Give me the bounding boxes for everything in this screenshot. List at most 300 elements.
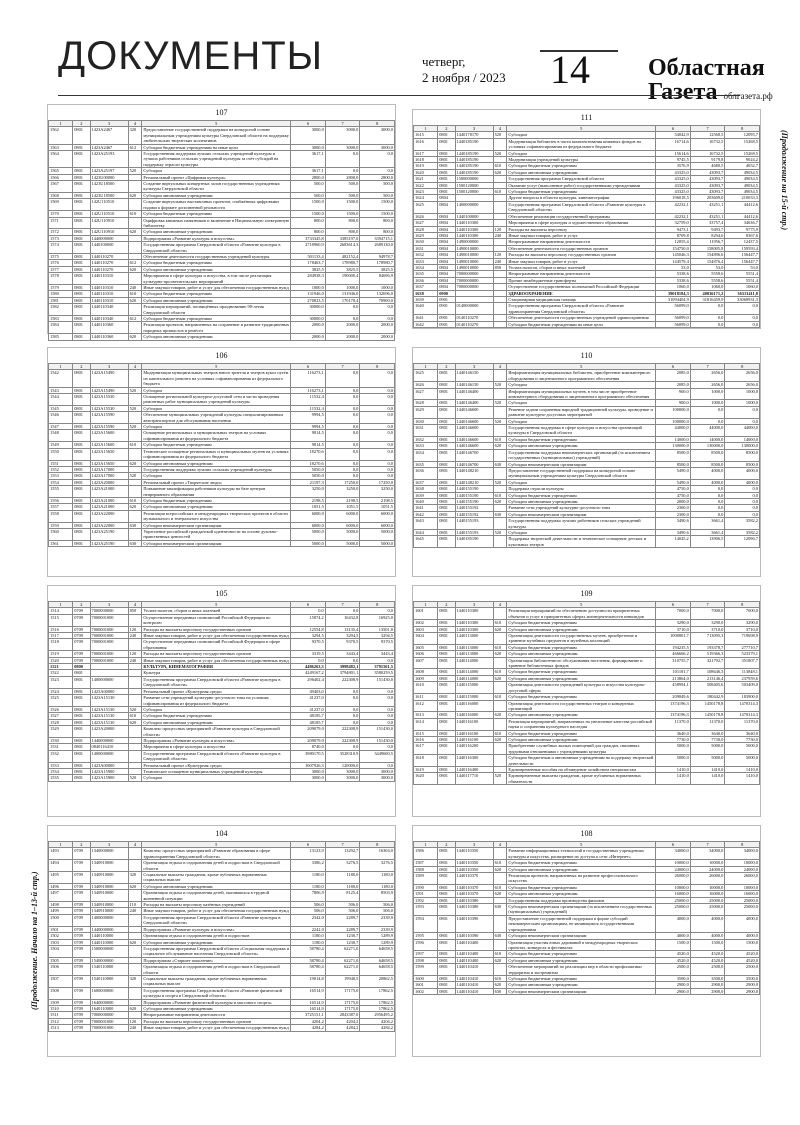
table-cell: 0,0 <box>690 486 725 492</box>
table-cell: 0801 <box>73 370 90 387</box>
table-cell: 1643 <box>414 518 438 530</box>
table-cell: 9775,9 <box>725 226 760 232</box>
table-cell: 1594 <box>414 915 438 932</box>
table-cell: 7730,0 <box>690 736 725 742</box>
table-cell: 3000,0 <box>291 127 326 144</box>
column-header: 2 <box>73 602 90 608</box>
table-cell: 11532,4 <box>291 405 326 411</box>
table-cell: 1423A17000 <box>90 473 128 479</box>
table-cell: 6000,0 <box>291 522 326 528</box>
table-cell: 520 <box>128 168 142 174</box>
table-cell: 2656,0 <box>690 370 725 382</box>
table-cell: 43251,1 <box>690 201 725 213</box>
table-cell: 0801 <box>438 904 455 916</box>
table-cell: 0709 <box>73 614 90 626</box>
table-cell: 237959,6 <box>725 675 760 681</box>
table-cell: 8500,0 <box>690 449 725 461</box>
table-cell: 1531 <box>49 744 73 750</box>
table-cell: 0801 <box>438 189 455 195</box>
table-cell: 16514,9 <box>291 999 326 1005</box>
table-cell <box>128 181 142 193</box>
table-cell: 110 <box>128 902 142 908</box>
table-cell: Субсидии автономным учреждениям <box>142 504 291 510</box>
table-cell <box>493 449 507 461</box>
table-cell: Региональный проект «Творческие люди» <box>142 479 291 485</box>
table-cell <box>493 718 507 730</box>
table-cell: 0,0 <box>325 387 360 393</box>
table-cell: 0801 <box>73 253 90 259</box>
table-cell: 84696,9 <box>360 273 395 285</box>
table-cell: 0,0 <box>325 430 360 442</box>
table-cell: 240 <box>128 908 142 914</box>
table-cell: 0801 <box>438 773 455 785</box>
table-cell: 1640110000 <box>90 1005 128 1011</box>
table-cell <box>128 370 142 387</box>
table-cell: 1601 <box>414 608 438 620</box>
table-row <box>49 199 395 211</box>
table-cell: 1500,0 <box>725 939 760 951</box>
table-cell: 0901 <box>438 296 455 302</box>
table-cell: 2339,9 <box>360 914 395 926</box>
table-cell: 1611 <box>414 694 438 700</box>
table-cell: Другие вопросы в области культуры, кинематографии <box>507 195 656 201</box>
table-cell: 53,0 <box>725 264 760 270</box>
table-cell: 0801 <box>73 473 90 479</box>
table-cell: 900,0 <box>656 388 691 400</box>
table-cell: 1440110270 <box>90 266 128 272</box>
table-cell: 1495 <box>49 872 73 884</box>
column-header: 6 <box>656 126 691 132</box>
table-cell: 0801 <box>73 235 90 241</box>
table-cell: 1555 <box>49 486 73 498</box>
table-cell: 0804 <box>438 284 455 290</box>
table-cell: 620 <box>128 192 142 198</box>
table-cell: 466666,2 <box>656 651 691 657</box>
table-cell: 277710,7 <box>725 644 760 650</box>
table-cell: 1423A15590 <box>90 424 128 430</box>
table-cell: 0801 <box>438 400 455 406</box>
table-row <box>414 536 760 548</box>
table-cell: 0709 <box>73 933 90 939</box>
table-cell: 620 <box>128 334 142 340</box>
table-cell: 142U110910 <box>90 229 128 235</box>
table-row <box>414 904 760 916</box>
table-cell: 0801 <box>438 915 455 932</box>
table-cell: 196018,5 <box>656 195 691 201</box>
table-cell: 1517 <box>49 633 73 639</box>
table-cell: 0,0 <box>360 706 395 712</box>
table-row <box>414 321 760 327</box>
table-cell: 1423A15900 <box>90 768 128 774</box>
table-cell: 1180,0 <box>325 872 360 884</box>
table-cell: 4204,2 <box>360 1018 395 1024</box>
table-cell: 0,0 <box>690 505 725 511</box>
table-cell: 16000,0 <box>656 891 691 897</box>
table-cell: 240 <box>128 1025 142 1031</box>
table-cell: 1500000000 <box>455 176 493 182</box>
column-header: 2 <box>438 126 455 132</box>
table-cell: 630 <box>493 511 507 517</box>
table-cell: Модернизация муниципальных театров юного зрителя и театров кукол путём их капитального ремонта на условиях софинансирования из федерального бюджета <box>142 370 291 387</box>
table-cell: 1617 <box>414 743 438 755</box>
table-cell: 222308,9 <box>325 726 360 738</box>
table-cell: 0,0 <box>725 505 760 511</box>
table-cell: 1440116100 <box>455 718 493 730</box>
table-cell: 1493 <box>49 848 73 860</box>
table-cell: 1440110300 <box>455 226 493 232</box>
table-cell: 0801 <box>438 675 455 681</box>
table-cell <box>493 633 507 645</box>
table-cell: 151430,0 <box>360 676 395 688</box>
table-cell: Субсидии автономным учреждениям <box>507 866 656 872</box>
table-cell: 1440146600 <box>455 418 493 424</box>
table-cell: 1180,0 <box>360 872 395 884</box>
table-cell: 1374196,3 <box>656 712 691 718</box>
table-cell: 4652,7 <box>725 163 760 169</box>
table-cell: Обеспечение деятельности государственных учреждений здравоохранения <box>507 315 656 321</box>
table-cell: Уплата налогов, сборов и иных платежей <box>142 608 291 614</box>
table-cell: Оснащение региональной культурно-досуговой сети и части проведения ремонтных работ муниципальных учреждений культуры <box>142 394 291 406</box>
table-cell: 0801 <box>73 460 90 466</box>
table-cell: 39018184,3 <box>656 290 691 296</box>
table-row <box>49 394 395 406</box>
table-cell: 0801 <box>438 169 455 175</box>
table-cell: 1627 <box>414 388 438 400</box>
table-cell: Субсидии автономным учреждениям <box>142 939 291 945</box>
table-cell: 1599 <box>414 964 438 976</box>
table-cell: 0801 <box>438 157 455 163</box>
table-cell: 0804 <box>438 232 455 238</box>
table-cell: 520 <box>128 405 142 411</box>
table-cell <box>128 914 142 926</box>
table-cell: Субсидии <box>507 418 656 424</box>
table-cell: 1554 <box>49 479 73 485</box>
table-cell: 630 <box>493 461 507 467</box>
table-cell: 1509 <box>49 999 73 1005</box>
table-cell: 620 <box>128 719 142 725</box>
table-cell: 21197,3 <box>291 479 326 485</box>
table-cell: 1440110400 <box>455 957 493 963</box>
table-cell: 620 <box>493 866 507 872</box>
table-cell: 800,0 <box>360 217 395 229</box>
table-cell: Развитие сети учреждений культурно-досугового типа на условиях софинансирования из федерального бюджета <box>142 695 291 707</box>
column-header: 4 <box>493 126 507 132</box>
table-cell: Субсидии бюджетным учреждениям <box>507 884 656 890</box>
table-cell: 30000,0 <box>291 304 326 316</box>
column-header: 6 <box>291 842 326 848</box>
table-cell: 240 <box>493 232 507 238</box>
table-cell: 0801 <box>438 848 455 860</box>
table-cell: 0709 <box>73 908 90 914</box>
table-cell: 142U110910 <box>90 217 128 229</box>
table-cell: 3250,0 <box>360 486 395 498</box>
table-row <box>49 614 395 626</box>
table-cell: Субсидии бюджетным учреждениям на иные цели <box>507 321 656 327</box>
table-cell: 0,0 <box>325 394 360 406</box>
table-cell: Реализация проектов, направленных на развитие профессионального искусства <box>507 873 656 885</box>
table-cell: Субсидии некоммерческим организациям (за исключением государственных (муниципальных) учреждений) <box>507 904 656 916</box>
table-cell: 0801 <box>73 297 90 303</box>
table-cell: 1623 <box>414 189 438 195</box>
table-cell <box>493 138 507 150</box>
table-cell: 1547 <box>49 424 73 430</box>
table-cell: 31094404,9 <box>656 296 691 302</box>
table-row <box>49 676 395 688</box>
table-cell: 1340910000 <box>90 883 128 889</box>
table-cell: 1440116400 <box>455 766 493 772</box>
table-cell: 156447,7 <box>725 252 760 258</box>
table-cell: Субсидии автономным учреждениям <box>507 498 656 504</box>
table-cell: 0801 <box>438 529 455 535</box>
table-cell: 1423U18500 <box>90 192 128 198</box>
table-cell: 0801 <box>438 449 455 461</box>
table-cell: 0804 <box>438 277 455 283</box>
table-cell: 100000,0 <box>656 406 691 418</box>
table-row <box>414 700 760 712</box>
table-cell: 1525 <box>49 695 73 707</box>
table-cell: 1440113000 <box>455 651 493 657</box>
table-cell: 1548 <box>49 430 73 442</box>
table-cell: 178463,7 <box>291 260 326 266</box>
table-cell: Государственная программа Свердловской области <box>507 176 656 182</box>
table-cell: 1645 <box>414 536 438 548</box>
table-cell: Субсидии бюджетным учреждениям <box>507 436 656 442</box>
column-header: 8 <box>360 121 395 127</box>
table-cell: 0801 <box>73 304 90 316</box>
table-cell: 713095,3 <box>690 633 725 645</box>
table-cell: 3528310,9 <box>325 750 360 762</box>
table-cell: Модернизация библиотек в части комплектования книжных фондов на условиях софинансирования из федерального бюджета <box>507 138 656 150</box>
table-cell: Предоставление государственной поддержки на конкурсной основе муниципальным учреждениям культуры Свердловской области на поддержку любительских творческих коллективов <box>143 127 289 144</box>
table-cell: 1511 <box>49 1012 73 1018</box>
table-cell: 1545 <box>49 405 73 411</box>
table-cell: Мероприятия в сфере культуры и искусства <box>142 744 291 750</box>
table-cell: 1423A20000 <box>90 726 128 738</box>
column-header: 5 <box>142 602 291 608</box>
table-cell: 0804 <box>438 258 455 264</box>
budget-table <box>48 601 395 782</box>
table-cell: 0801 <box>73 768 90 774</box>
table-cell: 0709 <box>73 890 90 902</box>
table-cell: 26000,0 <box>656 873 691 885</box>
column-header: 8 <box>725 602 760 608</box>
table-cell: 0804 <box>438 271 455 277</box>
table-cell: 1440155192 <box>455 505 493 511</box>
table-cell: 0,0 <box>325 304 360 316</box>
table-row <box>414 138 760 150</box>
table-cell: 0,0 <box>360 608 395 614</box>
table-cell: 1640 <box>414 303 438 315</box>
table-cell: 1440146600 <box>455 406 493 418</box>
table-cell: 1440113000 <box>455 633 493 645</box>
table-cell: 5000,0 <box>690 755 725 767</box>
table-cell: 1592 <box>414 897 438 903</box>
table-cell: 43093,7 <box>690 176 725 182</box>
panel-page-number: 109 <box>580 589 593 598</box>
table-cell: 0709 <box>73 651 90 657</box>
table-row <box>414 988 760 994</box>
table-cell: Субсидии некоммерческим организациям <box>507 461 656 467</box>
table-cell: 1534 <box>49 768 73 774</box>
table-cell: 0801 <box>73 540 90 546</box>
table-cell: 1574 <box>49 242 73 254</box>
table-cell: 0709 <box>73 883 90 889</box>
table-cell: 2000,0 <box>360 322 395 334</box>
table-cell: 0,0 <box>360 473 395 479</box>
table-cell: 506,0 <box>360 902 395 908</box>
table-cell: 10000,0 <box>690 884 725 890</box>
table-cell: 0801 <box>73 504 90 510</box>
table-cell: 1423A21000 <box>90 497 128 503</box>
table-cell: 800,0 <box>291 217 326 229</box>
table-cell: 1581 <box>49 297 73 303</box>
table-cell <box>128 151 142 168</box>
table-cell: 0,0 <box>725 418 760 424</box>
table-cell: 3825,5 <box>325 266 360 272</box>
table-cell: 0801 <box>73 676 90 688</box>
table-cell: 0,0 <box>725 321 760 327</box>
table-cell: 1440110350 <box>455 860 493 866</box>
table-cell: 0,0 <box>325 412 360 424</box>
table-cell: 1500,0 <box>360 199 395 211</box>
brand-line-1: Областная <box>648 55 765 81</box>
table-cell: 108646,3 <box>690 669 725 675</box>
table-cell: Субсидии автономным учреждениям <box>507 626 656 632</box>
table-cell: Иные закупки товаров, работ и услуг для обеспечения государственных нужд <box>143 284 289 290</box>
table-cell: 0,0 <box>360 370 395 387</box>
table-cell: 1626 <box>414 213 438 219</box>
table-cell: 1000,0 <box>725 388 760 400</box>
table-row <box>49 217 395 229</box>
table-cell: Реализация проектов, направленных на сохранение и развитие традиционных народных промыслов и ремёсел <box>143 322 290 333</box>
table-cell: 0,0 <box>325 405 360 411</box>
table-cell: 620 <box>128 883 142 889</box>
column-header: 7 <box>690 126 725 132</box>
table-cell: 1440155193 <box>455 518 493 530</box>
table-cell: 1591 <box>414 891 438 897</box>
table-cell: 1637 <box>414 479 438 485</box>
table-cell: 1423A15600 <box>90 442 128 448</box>
table-row <box>414 449 760 461</box>
table-cell: 154750,0 <box>656 245 691 251</box>
table-cell <box>493 755 507 767</box>
table-cell: 610 <box>493 975 507 981</box>
table-cell: 0801 <box>438 443 455 449</box>
table-cell: 0801 <box>73 706 90 712</box>
table-cell: 1586 <box>414 848 438 860</box>
table-cell: 0709 <box>73 1012 90 1018</box>
table-cell: 1440116200 <box>455 743 493 755</box>
table-cell: 610 <box>493 694 507 700</box>
table-cell: 3000,0 <box>325 144 360 150</box>
table-cell: 1500,0 <box>690 939 725 951</box>
table-cell: 520 <box>493 382 507 388</box>
table-cell: 1622 <box>414 182 438 188</box>
table-cell: 508405,6 <box>690 682 725 694</box>
table-cell: Расходы на выплаты персоналу казённых учреждений <box>142 902 291 908</box>
table-row <box>49 127 395 144</box>
table-cell: 31816459,9 <box>690 296 725 302</box>
table-cell: 240 <box>128 633 142 639</box>
table-cell: 0801 <box>438 608 455 620</box>
table-cell: 1505 <box>49 957 73 963</box>
table-cell: 2000,0 <box>291 322 326 334</box>
table-cell: 3000,0 <box>360 768 395 774</box>
table-cell: 1440185190 <box>455 169 493 175</box>
table-cell: 0804 <box>438 239 455 245</box>
table-cell: 610 <box>128 291 142 297</box>
table-cell: 0,0 <box>325 713 360 719</box>
table-cell: 58780,4 <box>291 945 326 957</box>
table-cell: 3290,0 <box>656 620 691 626</box>
table-cell: 18270,6 <box>291 460 326 466</box>
table-cell: Субсидии автономным учреждениям <box>142 460 291 466</box>
column-header: 8 <box>360 602 395 608</box>
table-cell: 1340910000 <box>90 872 128 884</box>
table-cell: 0801 <box>438 486 455 492</box>
table-cell: 16304,0 <box>360 848 395 860</box>
table-cell: 520 <box>493 400 507 406</box>
table-cell: 56099,0 <box>656 315 691 321</box>
table-cell: Государственная поддержка производства фильмов <box>507 897 656 903</box>
column-header: 3 <box>90 842 128 848</box>
table-cell: 0801 <box>438 633 455 645</box>
table-cell: Непрограммные направления деятельности <box>507 239 656 245</box>
table-cell: 0,0 <box>325 657 360 663</box>
table-cell: Субсидии бюджетным и автономным учреждениям на поддержку творческой деятельности <box>507 755 656 767</box>
table-cell: 5551,4 <box>725 271 760 277</box>
table-cell: 0801 <box>438 163 455 169</box>
table-cell: 1440155192 <box>455 511 493 517</box>
table-cell: 1008801,7 <box>656 633 691 645</box>
table-cell: 1423A22000 <box>90 522 128 528</box>
table-cell: 0801 <box>73 322 90 334</box>
table-cell: 1423A15650 <box>90 460 128 466</box>
table-cell: 320 <box>128 872 142 884</box>
table-cell: 3000,0 <box>360 775 395 781</box>
table-cell: 7000001000 <box>90 1018 128 1024</box>
table-cell: 1450178,8 <box>690 712 725 718</box>
table-cell: 12096,7 <box>725 536 760 548</box>
table-cell: 1440185190 <box>455 163 493 169</box>
table-cell: 1440116000 <box>455 700 493 712</box>
table-cell: 1440110000 <box>90 933 128 939</box>
table-cell: 850 <box>493 264 507 270</box>
table-cell: 1542 <box>49 370 73 387</box>
table-cell: 3791561,5 <box>360 664 395 670</box>
table-cell: 1593 <box>414 904 438 916</box>
table-cell: 0709 <box>73 999 90 1005</box>
table-cell: 3710,0 <box>690 626 725 632</box>
table-cell: Иные закупки товаров, работ и услуг для обеспечения государственных нужд <box>143 908 289 914</box>
table-cell: 1500000000 <box>90 945 128 957</box>
table-cell: Субсидии <box>507 529 656 535</box>
table-cell: Субсидии некоммерческим организациям <box>507 511 656 517</box>
table-cell: 1440117710 <box>455 773 493 785</box>
table-cell: Субсидии бюджетным учреждениям <box>507 644 656 650</box>
table-cell: 0,0 <box>325 473 360 479</box>
table-row <box>49 639 395 651</box>
table-cell: 1527 <box>49 713 73 719</box>
table-cell: 0801 <box>438 657 455 669</box>
budget-table <box>413 125 760 328</box>
table-cell: Субсидии бюджетным учреждениям <box>507 669 656 675</box>
table-cell: Расходы на выплаты персоналу государственных органов <box>142 1018 291 1024</box>
table-cell: 64658,5 <box>360 957 395 963</box>
table-cell <box>493 657 507 669</box>
table-cell <box>128 945 142 957</box>
table-cell: 0801 <box>438 370 455 382</box>
